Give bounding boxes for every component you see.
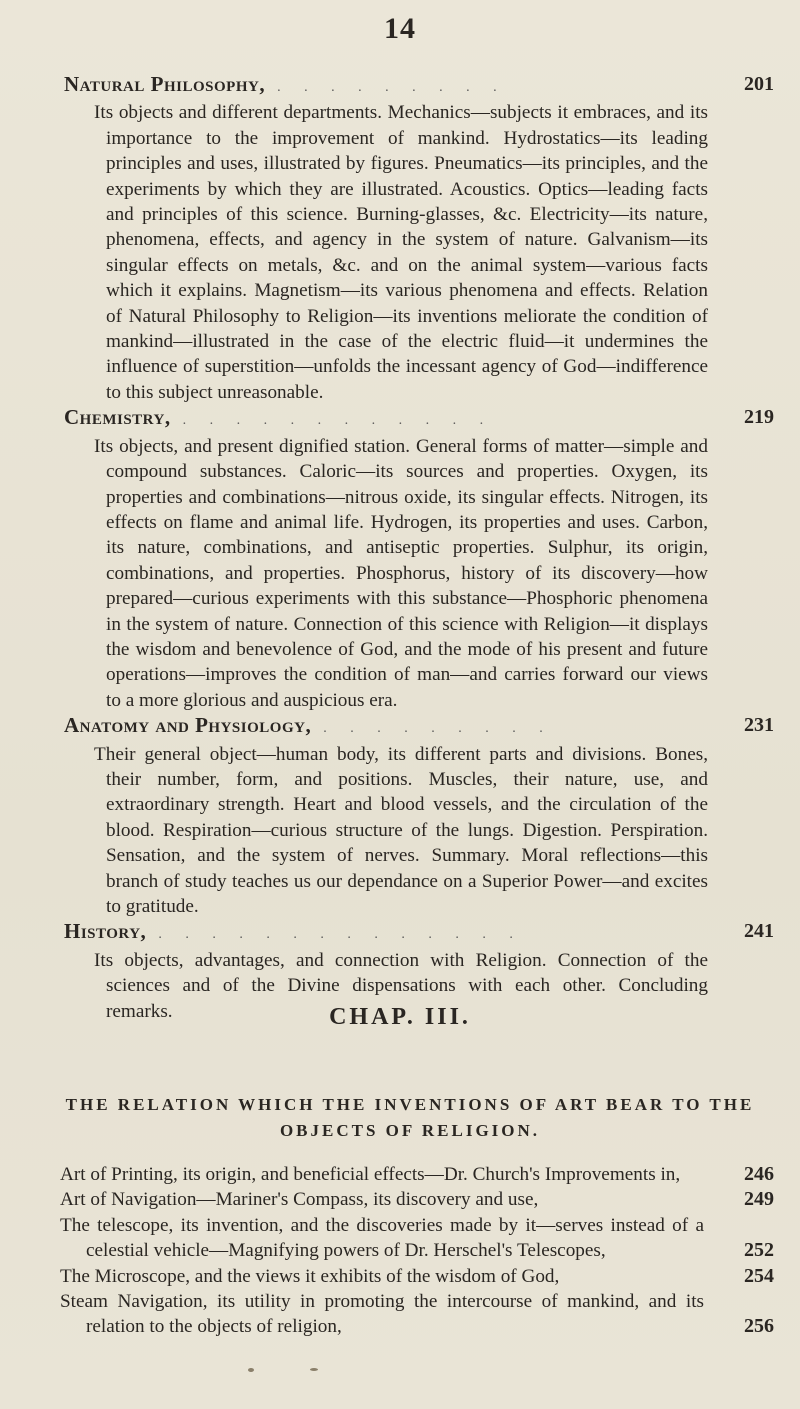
entry-text: Steam Navigation, its utility in promoting the intercourse of mankind, and its relation to the objects of religion, bbox=[60, 1291, 704, 1338]
entry-page: 249 bbox=[744, 1188, 774, 1211]
chapter-subtitle: THE RELATION WHICH THE INVENTIONS OF ART BEAR TO THE OBJECTS OF RELIGION. bbox=[65, 1095, 755, 1140]
section-summary: Their general object—human body, its different parts and divisions. Bones, their number, form, and positions. Muscles, their nature, use, and extraordinary strength. Heart and blood vessels, and the circulation of the blood. Respiration—curious structure of the lungs. Digestion. Perspiration. Sensation, and the system of nerves. Summary. Moral reflections—this branch of study teaches us our dependance on a Superior Power—and excites to gratitude. bbox=[94, 743, 708, 917]
entry-page: 254 bbox=[744, 1264, 774, 1287]
entry-text: Art of Printing, its origin, and beneficial effects—Dr. Church's Improvements in, bbox=[60, 1164, 681, 1185]
section-title: Natural Philosophy, bbox=[64, 72, 266, 96]
list-item bbox=[60, 1187, 774, 1212]
entry-page: 252 bbox=[744, 1239, 774, 1262]
section-anatomy bbox=[64, 713, 774, 919]
section-page: 241 bbox=[744, 920, 774, 943]
section-natural-philosophy bbox=[64, 72, 774, 405]
section-heading: Chemistry, . . . . . . . . . . . . 219 bbox=[64, 405, 774, 430]
page-number: 14 bbox=[384, 12, 416, 45]
entry-text: The Microscope, and the views it exhibits of the wisdom of God, bbox=[60, 1265, 560, 1287]
entry-page: 256 bbox=[744, 1315, 774, 1338]
chapter-entries bbox=[60, 1162, 774, 1340]
section-title: Anatomy and Physiology, bbox=[64, 713, 312, 738]
section-summary: Its objects, advantages, and connection with Religion. Connection of the sciences and of the Divine dispensations with each other. Concluding remarks. bbox=[94, 949, 708, 1022]
section-heading: Natural Philosophy, . . . . . . . . . 201 bbox=[64, 72, 774, 96]
section-page: 201 bbox=[744, 73, 774, 95]
list-item bbox=[60, 1264, 774, 1289]
section-page: 219 bbox=[744, 406, 774, 429]
chapter-heading: CHAP. III. bbox=[329, 1004, 471, 1030]
list-item bbox=[60, 1289, 774, 1340]
section-title: Chemistry, bbox=[64, 405, 171, 430]
entry-text: The telescope, its invention, and the discoveries made by it—serves instead of a celestial vehicle—Magnifying powers of Dr. Herschel's Telescopes, bbox=[60, 1214, 704, 1262]
section-heading: History, . . . . . . . . . . . . . . 241 bbox=[64, 919, 774, 944]
section-title: History, bbox=[64, 919, 147, 944]
section-chemistry bbox=[64, 405, 774, 713]
contents-list bbox=[64, 72, 774, 1024]
paper-speck bbox=[248, 1368, 254, 1372]
paper-speck bbox=[310, 1368, 318, 1371]
section-summary: Its objects, and present dignified station. General forms of matter—simple and compound substances. Caloric—its sources and properties. Oxygen, its properties and combinations—nitrous oxide, its singular effects. Nitrogen, its effects on flame and animal life. Hydrogen, its properties and uses. Carbon, its nature, combinations, and antiseptic properties. Sulphur, its origin, combinations, and properties. Phosphorus, history of its discovery—how prepared—curious experiments with this substance—Phosphoric phenomena in the system of nature. Connection of this science with Religion—it displays the wisdom and benevolence of God, and the mode of his present and future operations—improves the condition of man—and carries forward our views to a more glorious and auspicious era. bbox=[94, 435, 708, 711]
list-item bbox=[60, 1162, 774, 1187]
list-item bbox=[60, 1213, 774, 1264]
section-summary: Its objects and different departments. Mechanics—subjects it embraces, and its importance to the improvement of mankind. Hydrostatics—its leading principles and uses, illustrated by figures. Pneumatics—its principles, and the experiments by which they are illustrated. Acoustics. Optics—leading facts and principles of this science. Burning-glasses, &c. Electricity—its nature, phenomena, effects, and agency in the system of nature. Galvanism—its singular effects on metals, &c. and on the animal system—various facts which it explains. Magnetism—its various phenomena and effects. Relation of Natural Philosophy to Religion—its inventions meliorate the condition of mankind—illustrated in the case of the electric fluid—it undermines the influence of superstition—unfolds the incessant agency of God—indifference to this subject unreasonable. bbox=[94, 102, 708, 403]
section-heading: Anatomy and Physiology, . . . . . . . . . 231 bbox=[64, 713, 774, 738]
entry-page: 246 bbox=[744, 1163, 774, 1185]
entry-text: Art of Navigation—Mariner's Compass, its discovery and use, bbox=[60, 1189, 539, 1211]
section-page: 231 bbox=[744, 714, 774, 737]
